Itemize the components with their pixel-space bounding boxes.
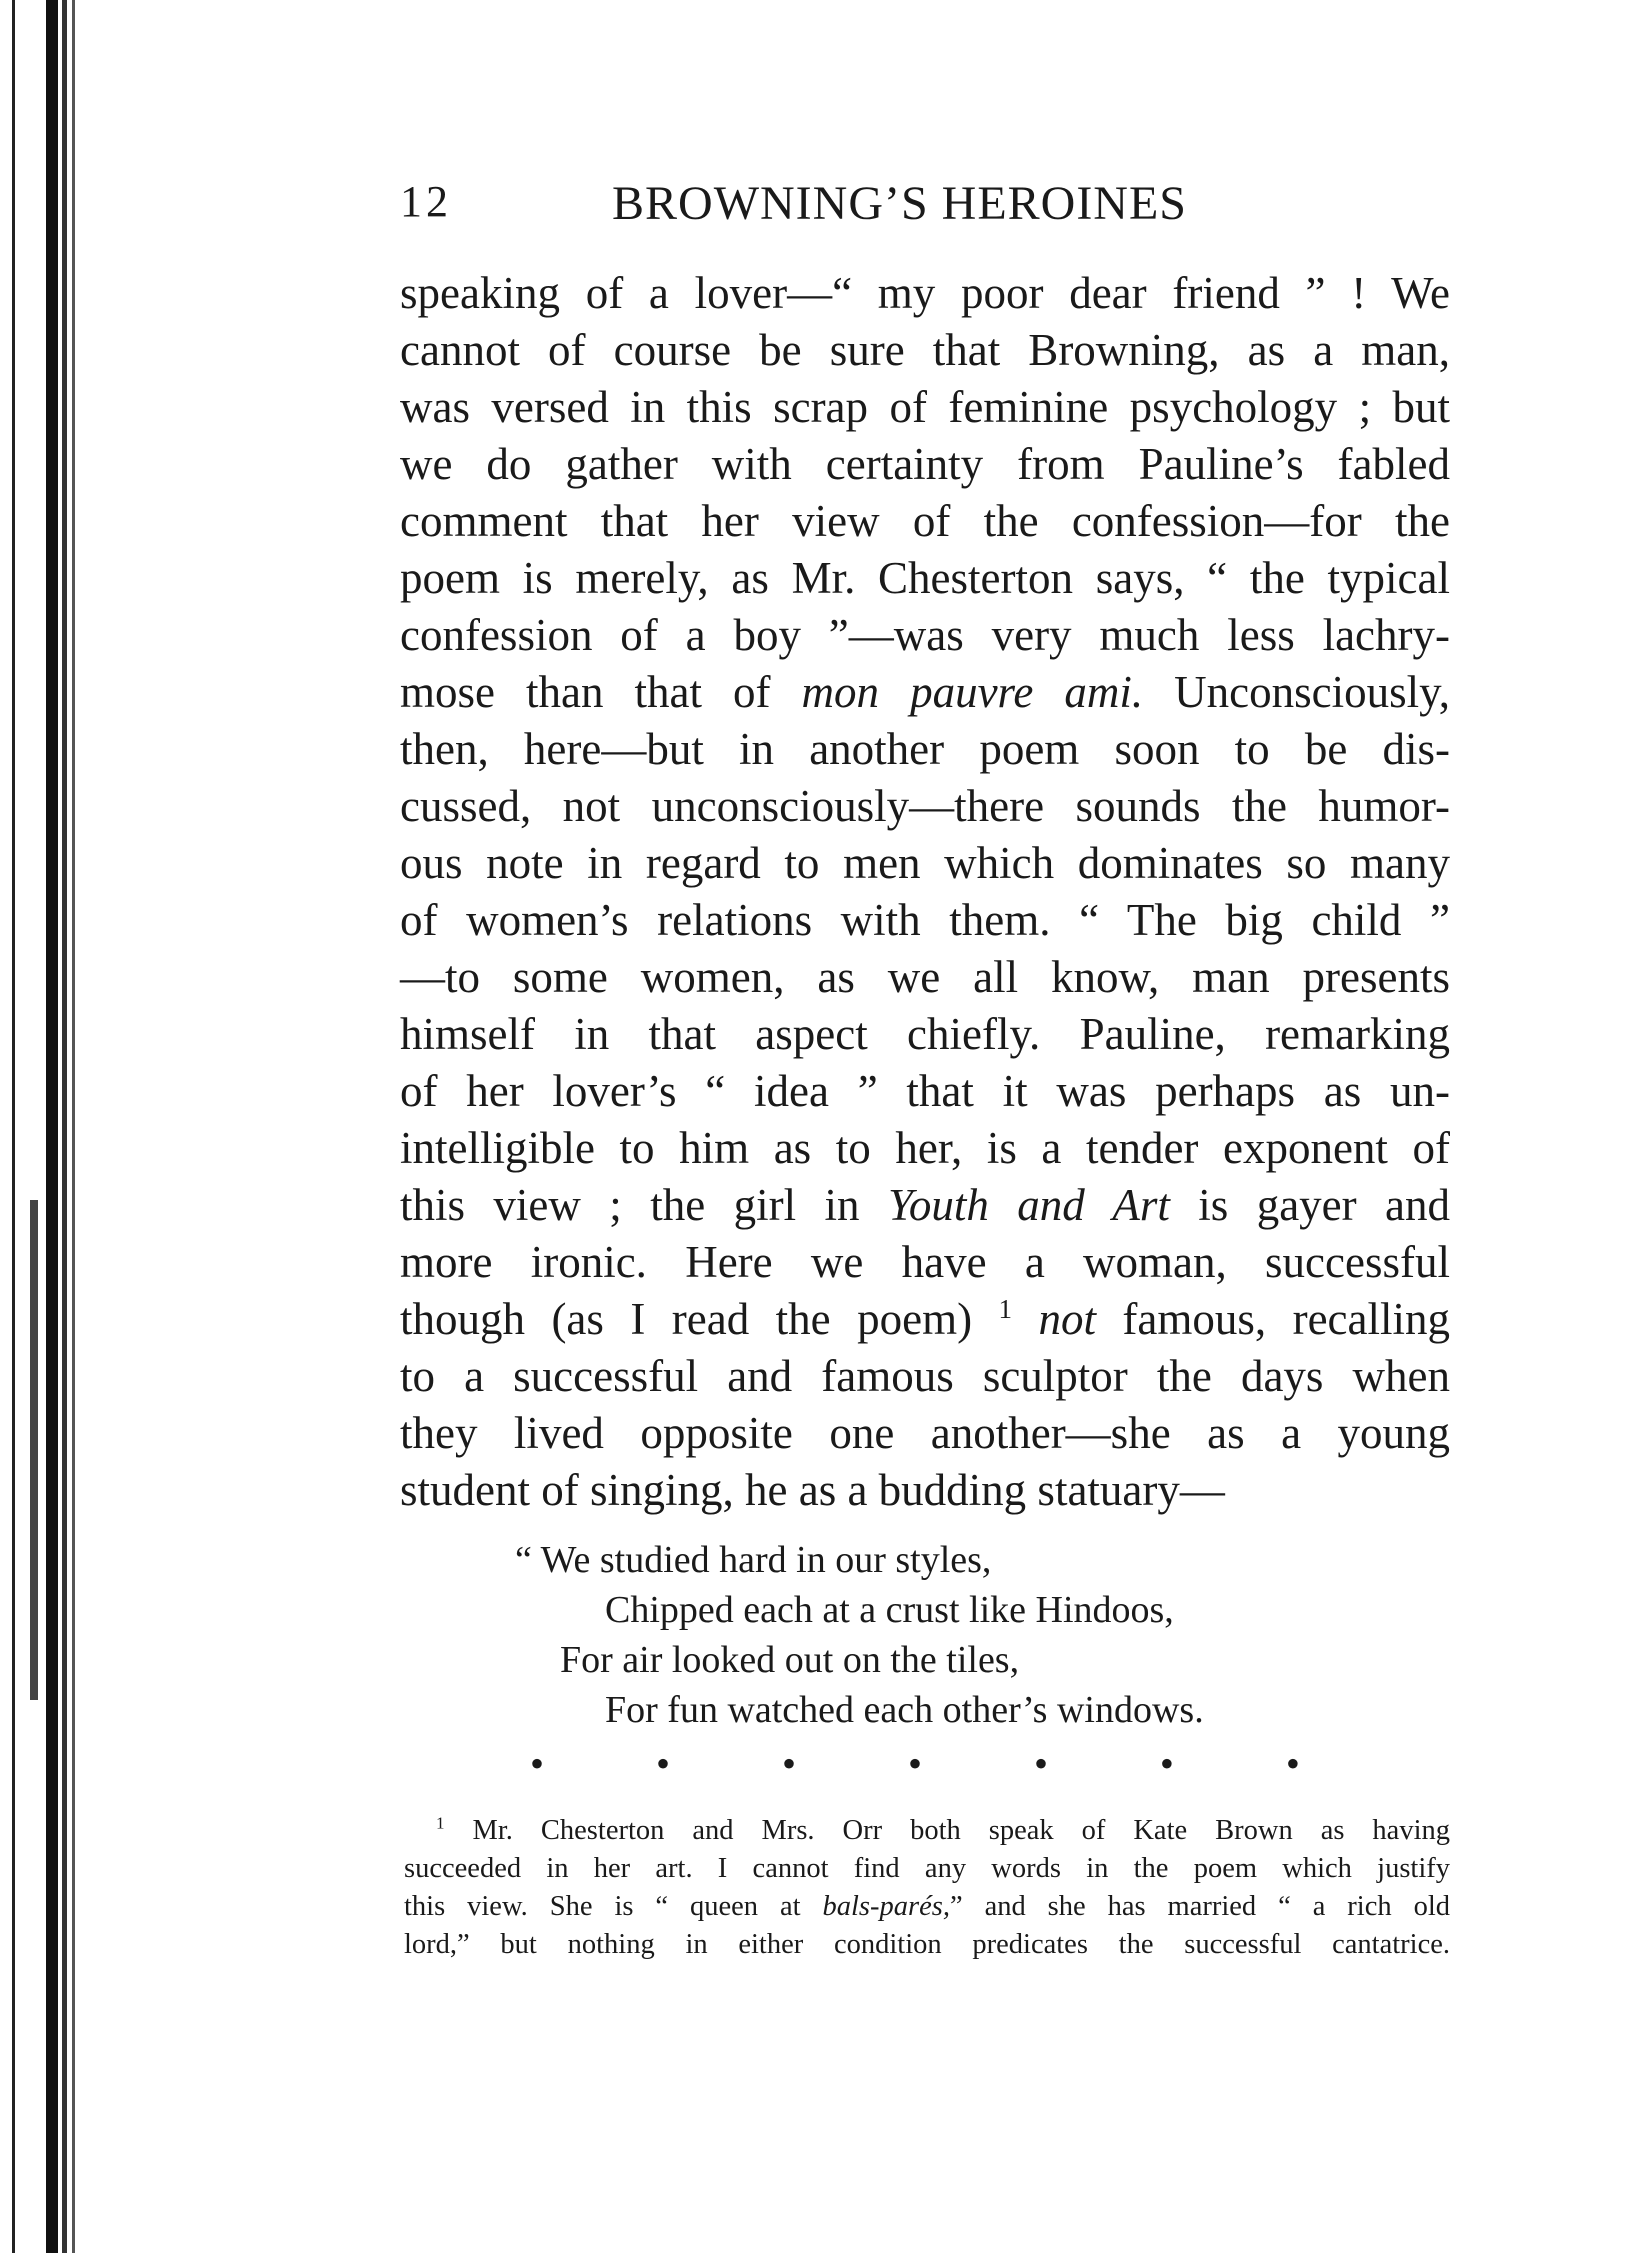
book-spine-edge (0, 0, 90, 2253)
text-segment: mose than that of (400, 667, 802, 717)
text-line (400, 1177, 1450, 1234)
ellipsis-dot: • (781, 1741, 796, 1786)
text-line: —to some women, as we all know, man presents (400, 952, 1450, 1002)
poem-line: For air looked out on the tiles, (560, 1639, 1020, 1681)
running-head (400, 176, 1450, 236)
footnote-line: lord,” but nothing in either condition predicates the successful cantatrice. (404, 1929, 1450, 1960)
italic-word: not (1038, 1294, 1096, 1344)
italic-title: Youth and Art (887, 1180, 1170, 1230)
poem-quotation (515, 1535, 1375, 1735)
text-line: confession of a boy ”—was very much less lachry- (400, 610, 1450, 660)
text-segment: this view. She is “ queen at (404, 1891, 823, 1922)
text-line: then, here—but in another poem soon to be dis- (400, 724, 1450, 774)
text-line: to a successful and famous sculptor the days when (400, 1351, 1450, 1401)
text-line: of her lover’s “ idea ” that it was perhaps as un- (400, 1066, 1450, 1116)
page-title: BROWNING’S HEROINES (612, 177, 1187, 230)
text-line (400, 664, 1450, 721)
footnote-line (404, 1888, 1450, 1926)
text-segment: though (as I read the poem) (400, 1294, 999, 1344)
poem-line: For fun watched each other’s windows. (605, 1689, 1204, 1731)
page-number: 12 (400, 177, 452, 226)
body-text (400, 265, 1450, 1519)
text-segment: is gayer and (1169, 1180, 1451, 1230)
text-line: speaking of a lover—“ my poor dear friend ” ! We (400, 268, 1450, 318)
italic-phrase: mon pauvre ami. (801, 667, 1144, 717)
ellipsis-dot: • (1285, 1741, 1300, 1786)
text-line: intelligible to him as to her, is a tender exponent of (400, 1123, 1450, 1173)
ellipsis-dot: • (907, 1741, 922, 1786)
text-line (400, 1291, 1450, 1348)
text-line: more ironic. Here we have a woman, successful (400, 1237, 1450, 1287)
text-line: comment that her view of the confession—for the (400, 496, 1450, 546)
text-segment: ” and she has married “ a rich old (949, 1891, 1450, 1922)
footnote-line (404, 1812, 1450, 1850)
text-segment: Mr. Chesterton and Mrs. Orr both speak of Kate Brown as having (444, 1815, 1450, 1846)
text-line: was versed in this scrap of feminine psychology ; but (400, 382, 1450, 432)
text-segment: Unconsciously, (1143, 667, 1450, 717)
ellipsis-dot: • (530, 1741, 545, 1786)
text-line: cannot of course be sure that Browning, as a man, (400, 325, 1450, 375)
footnote (404, 1812, 1450, 1964)
italic-phrase: bals-parés, (822, 1891, 950, 1922)
ellipsis-dot: • (655, 1741, 670, 1786)
footnote-marker: 1 (998, 1294, 1013, 1324)
ellipsis-dot: • (1033, 1741, 1048, 1786)
footnote-line: succeeded in her art. I cannot find any words in the poem which justify (404, 1853, 1450, 1884)
text-segment: famous, recalling (1095, 1294, 1451, 1344)
text-line: himself in that aspect chiefly. Pauline, remarking (400, 1009, 1450, 1059)
text-line: poem is merely, as Mr. Chesterton says, “ the typical (400, 553, 1450, 603)
text-line: student of singing, he as a budding statuary— (400, 1465, 1225, 1515)
text-line: of women’s relations with them. “ The big child ” (400, 895, 1450, 945)
footnote-number: 1 (436, 1813, 445, 1833)
text-segment: this view ; the girl in (400, 1180, 888, 1230)
ellipsis-dot: • (1159, 1741, 1174, 1786)
poem-line: Chipped each at a crust like Hindoos, (605, 1589, 1174, 1631)
text-line: ous note in regard to men which dominates so many (400, 838, 1450, 888)
ellipsis-dots (530, 1740, 1300, 1786)
text-line: they lived opposite one another—she as a young (400, 1408, 1450, 1458)
text-line: we do gather with certainty from Pauline’s fabled (400, 439, 1450, 489)
text-line: cussed, not unconsciously—there sounds the humor- (400, 781, 1450, 831)
poem-line: “ We studied hard in our styles, (515, 1539, 992, 1581)
